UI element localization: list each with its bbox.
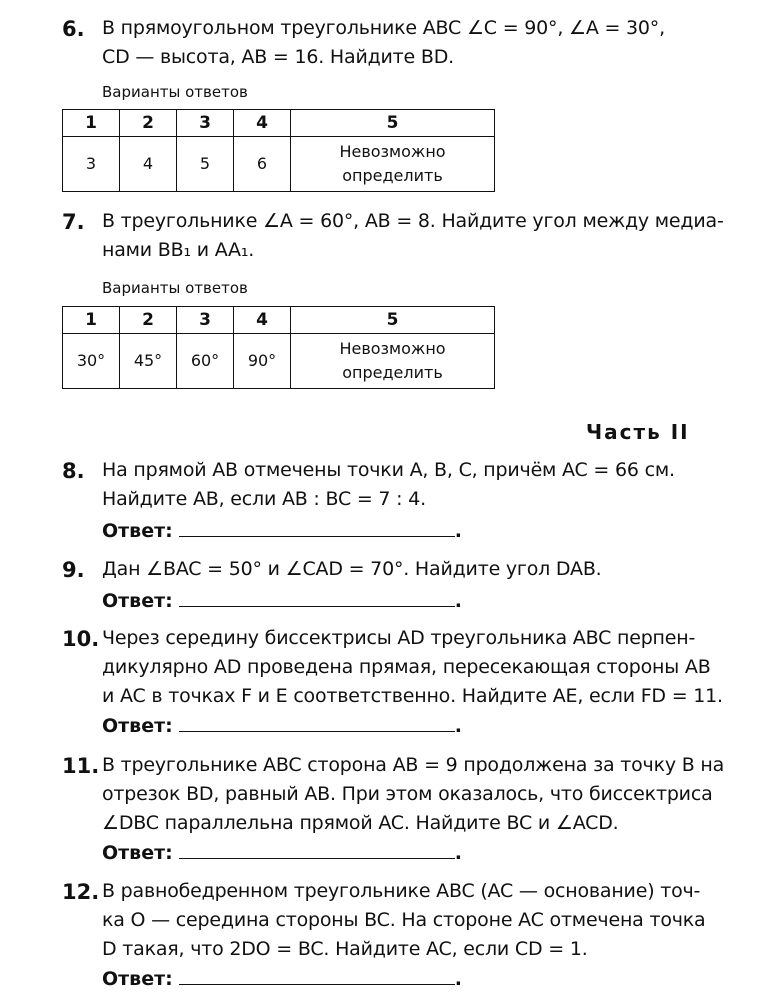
answer-end: .: [454, 520, 462, 542]
option-header: 3: [177, 307, 234, 334]
problem-text: [102, 456, 714, 514]
problem-text: [102, 14, 714, 72]
option-header: 5: [291, 110, 495, 137]
answer-label: Ответ:: [102, 715, 173, 737]
problem-number: 7.: [62, 210, 85, 234]
problem-line: В прямоугольном треугольнике ABC ∠C = 90°, ∠A = 30°,: [102, 17, 665, 39]
answer-options-caption: Варианты ответов: [102, 83, 248, 101]
answer-end: .: [454, 715, 462, 737]
table-header-row: [63, 110, 495, 137]
problem-line: ка O — середина стороны BC. На стороне AC отмечена точка: [102, 909, 706, 931]
option-value: 5: [177, 137, 234, 192]
answer-field-11[interactable]: [102, 840, 462, 866]
option-value: 30°: [63, 334, 120, 389]
problem-line: На прямой AB отмечены точки A, B, C, причём AC = 66 см.: [102, 459, 675, 481]
problem-line: CD — высота, AB = 16. Найдите BD.: [102, 46, 454, 68]
table-header-row: [63, 307, 495, 334]
option-5-line: Невозможно: [339, 339, 446, 358]
problem-line: В треугольнике ABC сторона AB = 9 продолжена за точку B на: [102, 754, 725, 776]
problem-line: отрезок BD, равный AB. При этом оказалось, что биссектриса: [102, 783, 713, 805]
problem-line: и AC в точках F и E соответственно. Найдите AE, если FD = 11.: [102, 685, 723, 707]
answer-label: Ответ:: [102, 520, 173, 542]
option-5-line: Невозможно: [339, 142, 446, 161]
option-value: 3: [63, 137, 120, 192]
problem-line: Дан ∠BAC = 50° и ∠CAD = 70°. Найдите угол DAB.: [102, 558, 602, 580]
answer-label: Ответ:: [102, 590, 173, 612]
option-value: 6: [234, 137, 291, 192]
option-5-line: определить: [342, 363, 443, 382]
problem-number: 8.: [62, 459, 85, 483]
answer-options-table: [62, 306, 495, 389]
answer-blank[interactable]: [179, 713, 455, 732]
answer-field-8[interactable]: [102, 518, 462, 544]
problem-number: 6.: [62, 17, 85, 41]
answer-field-10[interactable]: [102, 713, 462, 739]
problem-line: Найдите AB, если AB : BC = 7 : 4.: [102, 488, 426, 510]
answer-label: Ответ:: [102, 842, 173, 864]
problem-text: [102, 207, 724, 265]
answer-options-table: [62, 109, 495, 192]
table-row: [63, 137, 495, 192]
problem-text: [102, 555, 714, 584]
problem-line: ∠DBC параллельна прямой AC. Найдите BC и ∠ACD.: [102, 812, 619, 834]
problem-number: 9.: [62, 558, 85, 582]
answer-blank[interactable]: [179, 518, 455, 537]
section-title: Часть II: [586, 420, 690, 444]
table-row: [63, 334, 495, 389]
option-value: 4: [120, 137, 177, 192]
answer-field-9[interactable]: [102, 588, 462, 614]
option-header: 5: [291, 307, 495, 334]
problem-line: В треугольнике ∠A = 60°, AB = 8. Найдите угол между медиа-: [102, 210, 724, 232]
problem-number: 10.: [62, 627, 100, 651]
problem-number: 12.: [62, 880, 100, 904]
option-value-5: [291, 334, 495, 389]
problem-line: В равнобедренном треугольнике ABC (AC — основание) точ-: [102, 880, 701, 902]
answer-blank[interactable]: [179, 966, 455, 985]
option-header: 3: [177, 110, 234, 137]
problem-line: D такая, что 2DO = BC. Найдите AC, если CD = 1.: [102, 938, 588, 960]
answer-end: .: [454, 590, 462, 612]
answer-options-caption: Варианты ответов: [102, 279, 248, 297]
option-value-5: [291, 137, 495, 192]
answer-blank[interactable]: [179, 588, 455, 607]
answer-end: .: [454, 842, 462, 864]
problem-line: дикулярно AD проведена прямая, пересекающая стороны AB: [102, 656, 711, 678]
answer-field-12[interactable]: [102, 966, 462, 992]
option-5-line: определить: [342, 166, 443, 185]
option-header: 1: [63, 307, 120, 334]
option-value: 90°: [234, 334, 291, 389]
option-header: 2: [120, 110, 177, 137]
option-header: 2: [120, 307, 177, 334]
answer-label: Ответ:: [102, 968, 173, 990]
option-header: 4: [234, 307, 291, 334]
option-value: 45°: [120, 334, 177, 389]
problem-line: нами BB₁ и AA₁.: [102, 239, 255, 261]
problem-text: [102, 877, 714, 964]
answer-end: .: [454, 968, 462, 990]
problem-number: 11.: [62, 754, 100, 778]
option-header: 4: [234, 110, 291, 137]
answer-blank[interactable]: [179, 840, 455, 859]
option-header: 1: [63, 110, 120, 137]
problem-text: [102, 624, 723, 711]
option-value: 60°: [177, 334, 234, 389]
problem-text: [102, 751, 725, 838]
problem-line: Через середину биссектрисы AD треугольника ABC перпен-: [102, 627, 696, 649]
